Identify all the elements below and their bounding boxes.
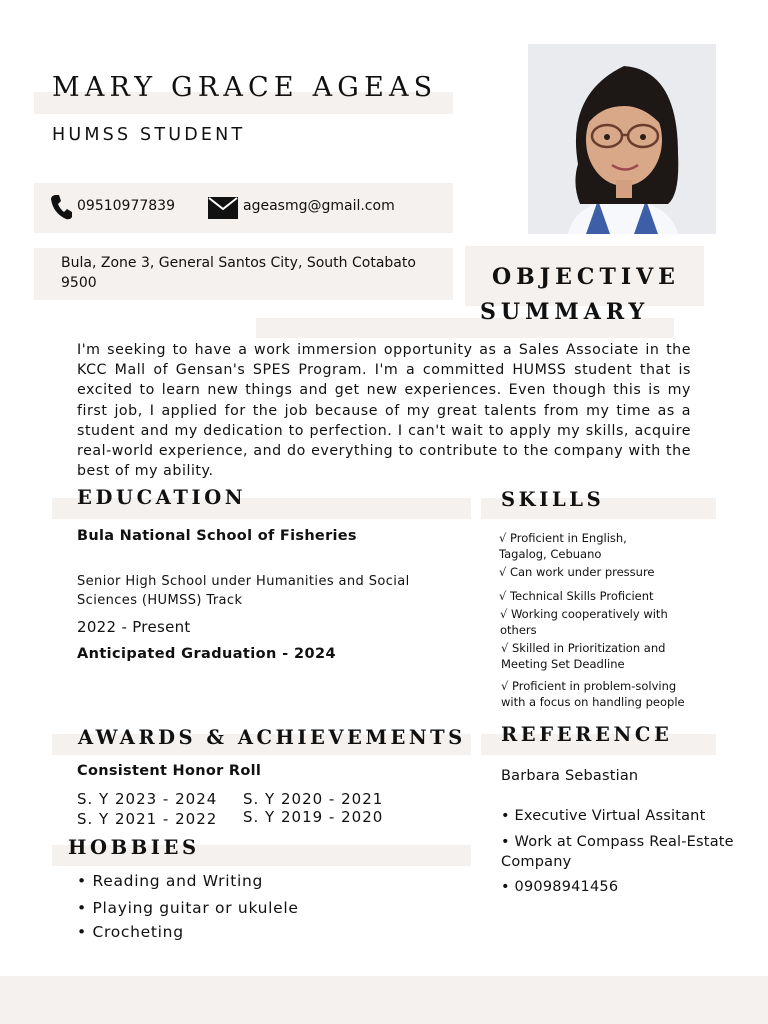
workplace-line-1: • Work at Compass Real-Estate [501,834,734,850]
workplace-line-2: Company [501,854,572,870]
honor-roll: Consistent Honor Roll [77,763,262,779]
graduation-date: Anticipated Graduation - 2024 [77,646,336,662]
address-line-1: Bula, Zone 3, General Santos City, South Cotabato [61,255,416,271]
reference-position: • Executive Virtual Assitant [501,808,706,824]
address [61,253,451,293]
skill-item-line: others [500,623,537,638]
skill-item-line: √ Proficient in problem-solving [501,679,677,693]
awards-title: AWARDS & ACHIEVEMENTS [78,726,466,749]
skill-item-line: Meeting Set Deadline [501,657,625,672]
applicant-name: MARY GRACE AGEAS [52,72,438,103]
education-track [77,573,457,610]
skill-item-line: √ Working cooperatively with [500,607,668,621]
reference-name: Barbara Sebastian [501,768,639,784]
skill-item [499,588,654,604]
footer-band [0,976,768,1024]
hobby-item: • Playing guitar or ukulele [77,899,299,917]
award-year: S. Y 2023 - 2024 [77,790,218,808]
award-year: S. Y 2019 - 2020 [243,808,384,826]
reference-workplace [501,832,751,872]
skill-item-line: √ Proficient in English, [499,531,627,545]
skill-item-line: Tagalog, Cebuano [499,547,602,562]
skill-item [499,564,655,580]
skill-item-line: with a focus on handling people [501,695,685,710]
award-year: S. Y 2020 - 2021 [243,790,384,808]
hobbies-title: HOBBIES [68,836,200,859]
skill-item-line: √ Skilled in Prioritization and [501,641,666,655]
phone-icon [50,194,72,220]
skill-item-line: √ Technical Skills Proficient [499,589,654,603]
phone-number: 09510977839 [77,198,175,214]
objective-title-line-1: OBJECTIVE [492,264,680,290]
skill-item [501,640,665,673]
address-line-2: 9500 [61,275,97,291]
track-line-2: Sciences (HUMSS) Track [77,592,243,608]
objective-title-line-2: SUMMARY [480,299,650,325]
school-name: Bula National School of Fisheries [77,528,357,544]
track-line-1: Senior High School under Humanities and Social [77,574,410,589]
envelope-icon [208,197,238,219]
hobby-item: • Crocheting [77,923,184,941]
skills-title: SKILLS [501,488,605,511]
skill-item [499,530,627,563]
skill-item [500,606,668,639]
award-year: S. Y 2021 - 2022 [77,810,218,828]
education-period: 2022 - Present [77,618,191,636]
education-title: EDUCATION [77,486,247,509]
skill-item-line: √ Can work under pressure [499,565,655,579]
hobby-item: • Reading and Writing [77,872,264,890]
applicant-role: HUMSS STUDENT [52,125,246,145]
skill-item [501,678,685,711]
objective-text: I'm seeking to have a work immersion opportunity as a Sales Associate in the KCC Mall of Gensan's SPES Program. I'm a committed HUMSS student that is excited to learn new things and get new experiences. Even though this is my first job, I applied for the job because of my great talents from my time as a student and my dedication to perfection. I can't wait to apply my skills, acquire real-world experience, and do everything to contribute to the company with the best of my ability. [77,342,691,480]
portrait-illustration [528,44,716,234]
reference-phone: • 09098941456 [501,879,619,895]
profile-photo [528,44,716,234]
email-address: ageasmg@gmail.com [243,198,395,214]
reference-title: REFERENCE [501,723,673,746]
